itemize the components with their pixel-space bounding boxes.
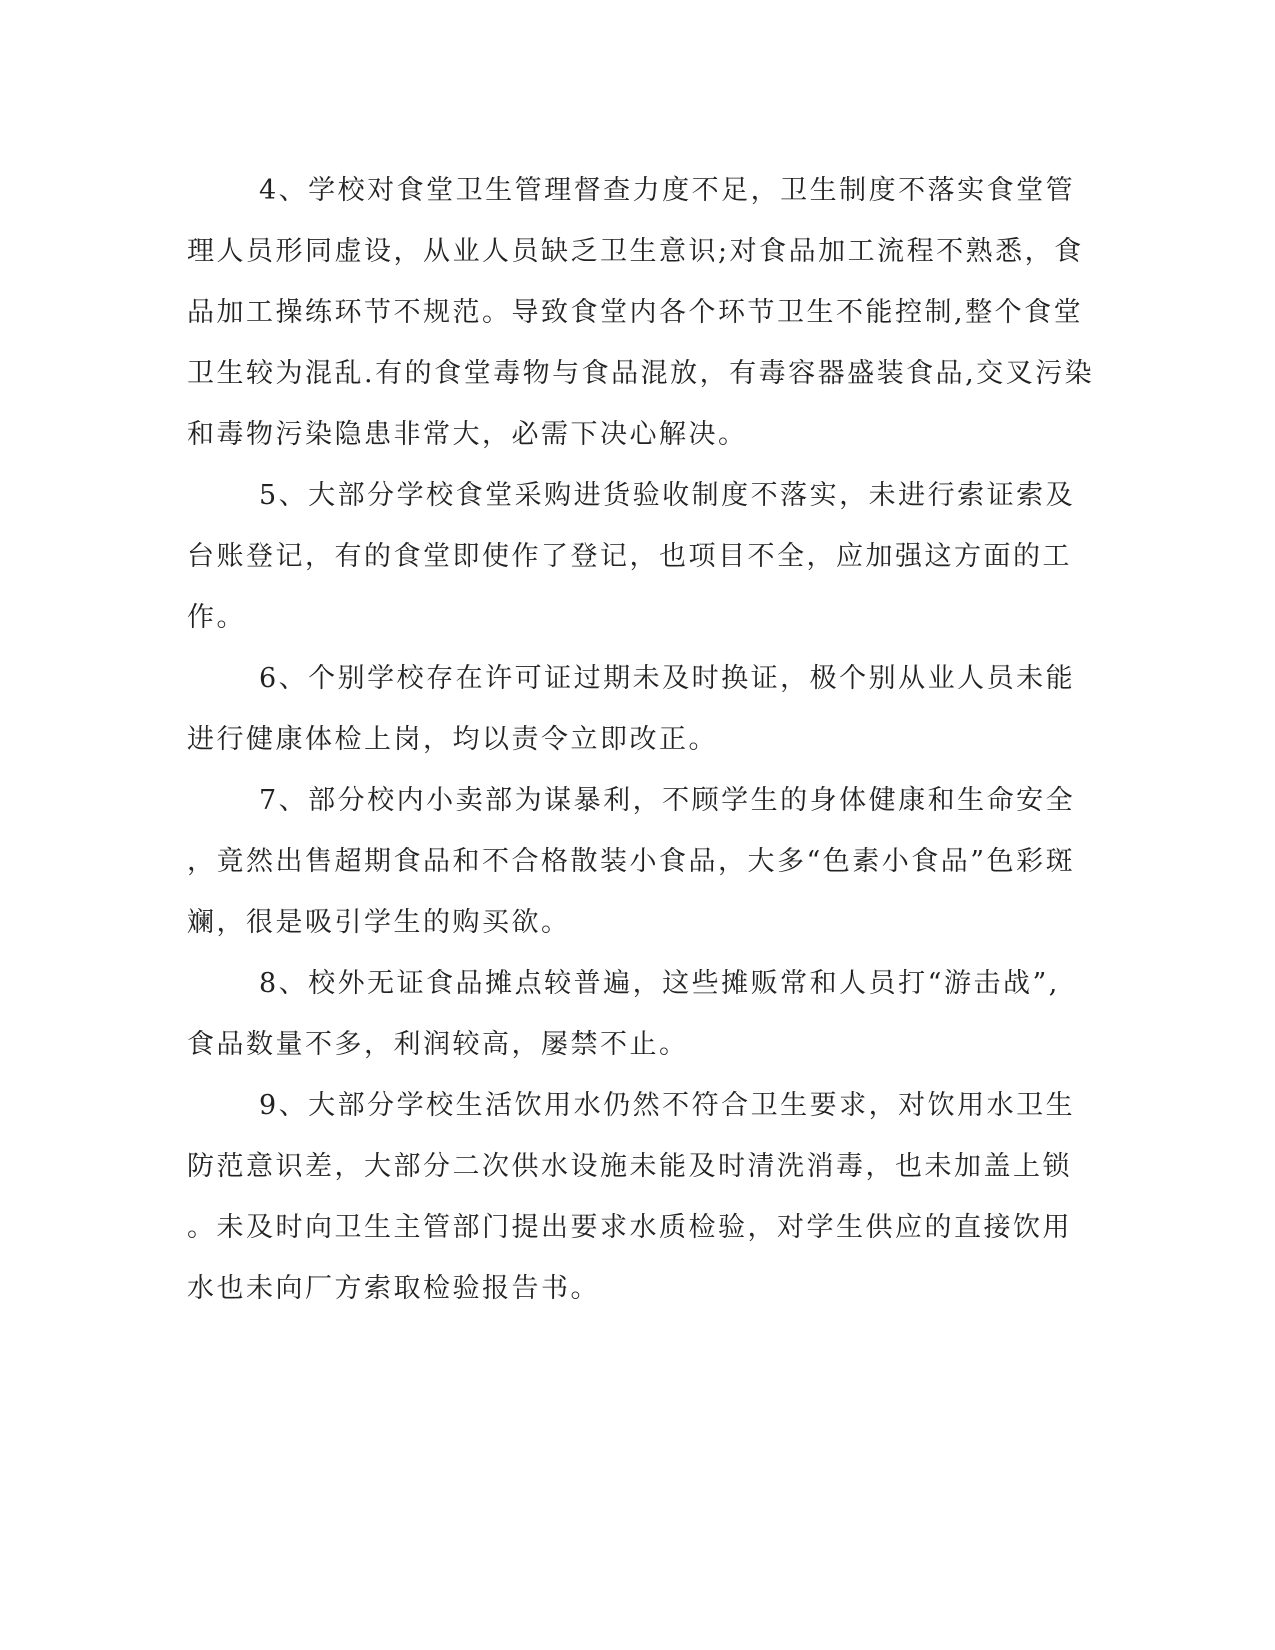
text-line: 作。: [187, 602, 246, 633]
paragraph-item-4: [187, 160, 1095, 465]
text-line: 5、大部分学校食堂采购进货验收制度不落实，未进行索证索及: [259, 480, 1076, 511]
text-line: 斓，很是吸引学生的购买欲。: [187, 907, 571, 938]
text-line: ，竟然出售超期食品和不合格散装小食品，大多“色素小食品”色彩斑: [187, 846, 1076, 877]
document-body: [187, 160, 1095, 1319]
text-line: 品加工操练环节不规范。导致食堂内各个环节卫生不能控制,整个食堂: [187, 297, 1084, 328]
text-line: 和毒物污染隐患非常大，必需下决心解决。: [187, 419, 748, 450]
text-line: 4、学校对食堂卫生管理督查力度不足，卫生制度不落实食堂管: [259, 175, 1076, 206]
paragraph-item-5: [187, 465, 1076, 648]
text-line: 水也未向厂方索取检验报告书。: [187, 1273, 600, 1304]
text-line: 理人员形同虚设，从业人员缺乏卫生意识;对食品加工流程不熟悉，食: [187, 236, 1084, 267]
paragraph-item-6: [187, 648, 1076, 770]
text-line: 台账登记，有的食堂即使作了登记，也项目不全，应加强这方面的工: [187, 541, 1072, 572]
paragraph-item-8: [187, 953, 1067, 1075]
paragraph-item-7: [187, 770, 1076, 953]
text-line: 7、部分校内小卖部为谋暴利，不顾学生的身体健康和生命安全: [259, 785, 1076, 816]
paragraph-item-9: [187, 1075, 1076, 1319]
text-line: 6、个别学校存在许可证过期未及时换证，极个别从业人员未能: [259, 663, 1076, 694]
text-line: 防范意识差，大部分二次供水设施未能及时清洗消毒，也未加盖上锁: [187, 1151, 1072, 1182]
text-line: 卫生较为混乱.有的食堂毒物与食品混放，有毒容器盛装食品,交叉污染: [187, 358, 1095, 389]
text-line: 8、校外无证食品摊点较普遍，这些摊贩常和人员打“游击战”,: [259, 968, 1060, 999]
text-line: 9、大部分学校生活饮用水仍然不符合卫生要求，对饮用水卫生: [259, 1090, 1076, 1121]
text-line: 食品数量不多，利润较高，屡禁不止。: [187, 1029, 689, 1060]
text-line: 。未及时向卫生主管部门提出要求水质检验，对学生供应的直接饮用: [187, 1212, 1072, 1243]
text-line: 进行健康体检上岗，均以责令立即改正。: [187, 724, 718, 755]
